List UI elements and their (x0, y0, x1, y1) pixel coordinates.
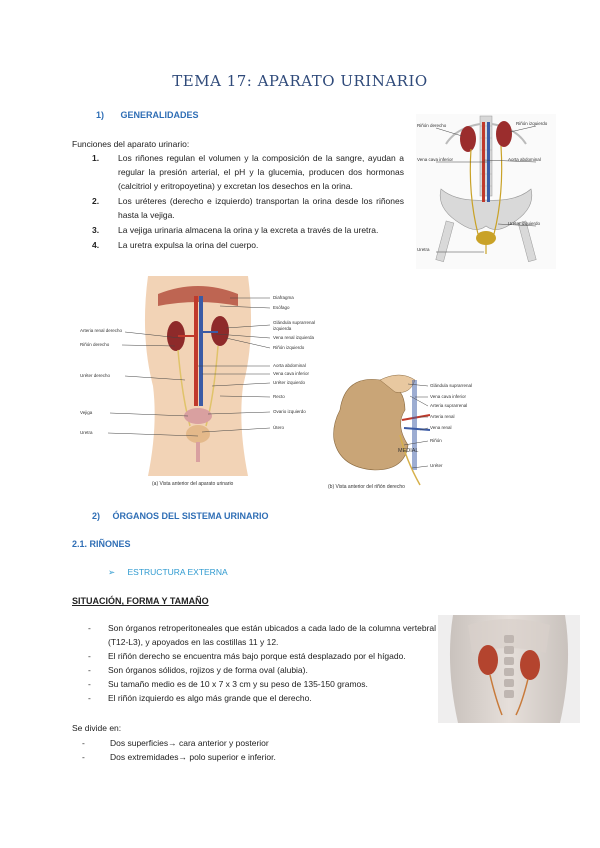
label-kidney-vena-cava: Vena cava inferior (430, 394, 467, 399)
section-1-number: 1) (96, 110, 105, 120)
label-left-ureter-main: Uréter izquierdo (273, 380, 306, 385)
label-uterus: Útero (273, 425, 285, 430)
label-left-kidney-main: Riñón izquierdo (273, 345, 305, 350)
label-kidney-adrenal-artery: Arteria suprarrenal (430, 403, 468, 408)
kidney-figure (320, 370, 490, 495)
divide-block (72, 721, 392, 764)
label-diaphragm: Diafragma (273, 295, 294, 300)
label-left-ureter: Uréter izquierdo (508, 221, 541, 226)
label-left-renal-vein: Vena renal izquierda (273, 335, 315, 340)
list-item: 1. Los riñones regulan el volumen y la composición de la sangre, ayudan a regular la presión arterial, el pH y la glucemia, producen dos hormonas (calcitriol y eritropoyetina) y excretan los desechos en la orina. (92, 153, 404, 191)
list-item: - El riñón izquierdo es algo más grande que el derecho. (88, 693, 312, 703)
list-item: - Dos superficies→ cara anterior y posterior (82, 738, 269, 748)
back-kidney-illustration (438, 615, 580, 723)
label-kidney-ureter: Uréter (430, 463, 443, 468)
label-vena-cava: Vena cava inferior (417, 157, 454, 162)
list-item: - Son órganos sólidos, rojizos y de forma oval (alubia). (88, 665, 308, 675)
back-kidney-image (438, 615, 580, 723)
label-kidney-renal-vein: Vena renal (430, 425, 452, 430)
label-right-ureter: Uréter derecho (80, 373, 111, 378)
list-item: 4. La uretra expulsa la orina del cuerpo. (92, 240, 259, 250)
functions-list (92, 151, 404, 252)
label-kidney-renal-artery: Arteria renal (430, 414, 455, 419)
label-urethra-main: Uretra (80, 430, 93, 435)
divide-intro: Se divide en: (72, 723, 122, 733)
label-medial: MEDIAL (398, 448, 419, 454)
figure-leader-lines (80, 276, 330, 498)
label-adrenal-gland: Glándula suprarrenal izquierda (273, 320, 316, 331)
situacion-heading: SITUACIÓN, FORMA Y TAMAÑO (72, 596, 209, 606)
external-structure-heading: ➢ ESTRUCTURA EXTERNA (108, 567, 228, 577)
situacion-block (80, 621, 436, 705)
situacion-list (80, 621, 436, 705)
label-inferior-vena-cava: Vena cava inferior (273, 371, 310, 376)
label-bladder: Vejiga (80, 410, 93, 415)
divide-list (72, 736, 392, 764)
list-item: - El riñón derecho se encuentra más bajo porque está desplazado por el hígado. (88, 651, 406, 661)
list-item: 2. Los uréteres (derecho e izquierdo) transportan la orina desde los riñones hasta la vejiga. (92, 196, 404, 220)
label-left-kidney: Riñón izquierdo (516, 121, 548, 126)
label-rectum: Recto (273, 394, 285, 399)
label-aorta: Aorta abdominal (508, 157, 541, 162)
label-right-renal-artery: Arteria renal derecho (80, 328, 123, 333)
functions-block (72, 137, 404, 253)
section-1-title: GENERALIDADES (120, 110, 199, 120)
section-2-title: ÓRGANOS DEL SISTEMA URINARIO (112, 511, 269, 521)
list-item: 3. La vejiga urinaria almacena la orina y la excreta a través de la uretra. (92, 225, 379, 235)
list-item: - Son órganos retroperitoneales que están ubicados a cada lado de la columna vertebral (T12-L3), y apoyados en las costillas 11 y 12. (88, 623, 436, 647)
label-esophagus: Esófago (273, 305, 290, 310)
figure-b-caption: (b) Vista anterior del riñón derecho (328, 484, 405, 490)
label-urethra: Uretra (417, 247, 430, 252)
list-item: - Su tamaño medio es de 10 x 7 x 3 cm y su peso de 135-150 gramos. (88, 679, 368, 689)
urinary-skeleton-illustration (416, 114, 556, 269)
urinary-anatomy-figure (80, 276, 330, 498)
label-left-ovary: Ovario izquierdo (273, 409, 306, 414)
section-2-number: 2) (92, 511, 101, 521)
section-2-heading (92, 511, 269, 521)
page-title: TEMA 17: APARATO URINARIO (172, 72, 428, 90)
kidney-illustration (320, 370, 490, 495)
label-kidney-adrenal: Glándula suprarrenal (430, 383, 473, 388)
functions-intro: Funciones del aparato urinario: (72, 139, 190, 149)
section-1-heading (96, 110, 199, 120)
label-abdominal-aorta: Aorta abdominal (273, 363, 306, 368)
label-kidney: Riñón (430, 438, 442, 443)
figure-a-caption: (a) Vista anterior del aparato urinario (152, 481, 234, 487)
label-right-kidney-main: Riñón derecho (80, 342, 110, 347)
section-2-1-heading: 2.1. RIÑONES (72, 539, 131, 549)
label-right-kidney: Riñón derecho (417, 123, 447, 128)
urinary-system-figure (416, 114, 556, 269)
arrow-bullet-icon: ➢ (108, 567, 116, 577)
list-item: - Dos extremidades→ polo superior e inferior. (82, 752, 276, 762)
